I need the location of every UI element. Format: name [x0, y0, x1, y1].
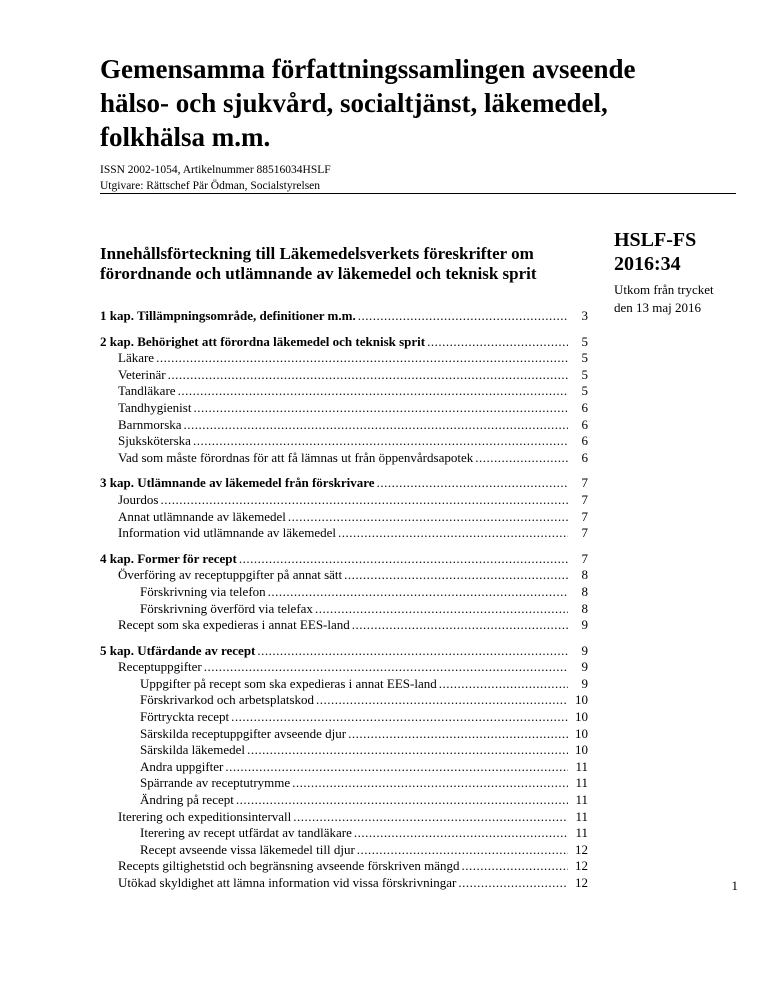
- toc-entry-page: 11: [575, 758, 588, 774]
- toc-entry-label: Överföring av receptuppgifter på annat sätt: [118, 567, 343, 583]
- toc-section-entry[interactable]: [100, 433, 588, 450]
- toc-section-entry[interactable]: [100, 509, 588, 526]
- toc-entry-page: 7: [581, 475, 588, 491]
- toc-entry-page: 11: [575, 808, 588, 824]
- toc-leader-dots: [239, 551, 568, 568]
- toc-section-entry[interactable]: [100, 759, 588, 776]
- toc-section-entry[interactable]: [100, 809, 588, 826]
- toc-section-entry[interactable]: [100, 601, 588, 618]
- statute-sidebar: [614, 228, 736, 317]
- toc-section-entry[interactable]: [100, 617, 588, 634]
- publication-line-1: Utkom från trycket: [614, 282, 714, 297]
- table-of-contents: [100, 308, 588, 901]
- toc-section-entry[interactable]: [100, 709, 588, 726]
- toc-leader-dots: [427, 334, 568, 351]
- toc-section-entry[interactable]: [100, 858, 588, 875]
- statute-code: [614, 228, 736, 276]
- toc-section-entry[interactable]: [100, 584, 588, 601]
- toc-entry-label: Jourdos: [118, 491, 159, 507]
- toc-leader-dots: [357, 842, 568, 859]
- toc-entry-label: Annat utlämnande av läkemedel: [118, 508, 286, 524]
- toc-entry-page: 6: [581, 399, 588, 415]
- toc-leader-dots: [377, 475, 568, 492]
- toc-section-entry[interactable]: [100, 775, 588, 792]
- toc-section-entry[interactable]: [100, 383, 588, 400]
- toc-section-entry[interactable]: [100, 742, 588, 759]
- toc-entry-page: 7: [581, 525, 588, 541]
- toc-entry-page: 12: [575, 841, 588, 857]
- toc-entry-page: 10: [575, 692, 588, 708]
- toc-entry-page: 8: [581, 567, 588, 583]
- toc-leader-dots: [231, 709, 568, 726]
- toc-entry-label: 3 kap. Utlämnande av läkemedel från förskrivare: [100, 475, 375, 491]
- toc-entry-page: 3: [581, 308, 588, 323]
- toc-chapter-entry[interactable]: [100, 643, 588, 660]
- toc-entry-page: 12: [575, 858, 588, 874]
- toc-chapter-entry[interactable]: [100, 475, 588, 492]
- toc-leader-dots: [316, 692, 568, 709]
- toc-entry-page: 11: [575, 775, 588, 791]
- toc-entry-label: Ändring på recept: [140, 792, 234, 808]
- toc-chapter-group: [100, 551, 588, 634]
- toc-section-entry[interactable]: [100, 367, 588, 384]
- toc-entry-label: Förskrivning överförd via telefax: [140, 600, 313, 616]
- toc-entry-page: 11: [575, 792, 588, 808]
- toc-section-entry[interactable]: [100, 417, 588, 434]
- toc-leader-dots: [268, 584, 568, 601]
- page-number: 1: [731, 878, 738, 893]
- publication-date: [614, 281, 736, 317]
- toc-entry-label: Information vid utlämnande av läkemedel: [118, 525, 337, 541]
- toc-entry-page: 11: [575, 825, 588, 841]
- toc-entry-label: Receptuppgifter: [118, 659, 202, 675]
- toc-section-entry[interactable]: [100, 450, 588, 467]
- toc-entry-page: 9: [581, 642, 588, 658]
- toc-entry-label: Iterering och expeditionsintervall: [118, 808, 292, 824]
- toc-entry-label: 5 kap. Utfärdande av recept: [100, 642, 256, 658]
- toc-entry-label: Barnmorska: [118, 416, 182, 432]
- toc-section-entry[interactable]: [100, 792, 588, 809]
- toc-entry-label: Tandhygienist: [118, 399, 192, 415]
- toc-entry-page: 9: [581, 659, 588, 675]
- toc-entry-label: Uppgifter på recept som ska expedieras i annat EES-land: [140, 675, 437, 691]
- toc-entry-label: Utökad skyldighet att lämna information vid vissa förskrivningar: [118, 875, 457, 890]
- toc-entry-label: 2 kap. Behörighet att förordna läkemedel och teknisk sprit: [100, 333, 426, 349]
- toc-leader-dots: [156, 350, 568, 367]
- toc-leader-dots: [354, 825, 568, 842]
- toc-entry-page: 8: [581, 583, 588, 599]
- toc-entry-page: 5: [581, 350, 588, 366]
- toc-entry-page: 8: [581, 600, 588, 616]
- toc-section-entry[interactable]: [100, 659, 588, 676]
- toc-entry-label: Sjuksköterska: [118, 433, 191, 449]
- toc-section-entry[interactable]: [100, 726, 588, 743]
- toc-chapter-group: [100, 308, 588, 325]
- toc-chapter-entry[interactable]: [100, 551, 588, 568]
- document-title: Gemensamma författningssamlingen avseende hälso- och sjukvård, socialtjänst, läkemedel, folkhälsa m.m.: [100, 54, 636, 152]
- toc-leader-dots: [439, 676, 568, 693]
- toc-section-entry[interactable]: [100, 567, 588, 584]
- toc-leader-dots: [338, 525, 568, 542]
- toc-leader-dots: [293, 809, 568, 826]
- issn-line: ISSN 2002-1054, Artikelnummer 88516034HSLF: [100, 164, 331, 176]
- toc-entry-page: 6: [581, 449, 588, 465]
- toc-leader-dots: [184, 417, 568, 434]
- toc-leader-dots: [475, 450, 568, 467]
- toc-entry-page: 7: [581, 550, 588, 566]
- publisher-line: Utgivare: Rättschef Pär Ödman, Socialstyrelsen: [100, 180, 321, 192]
- toc-section-entry[interactable]: [100, 825, 588, 842]
- toc-section-entry[interactable]: [100, 350, 588, 367]
- publication-line-2: den 13 maj 2016: [614, 300, 702, 315]
- toc-entry-page: 6: [581, 433, 588, 449]
- toc-entry-page: 5: [581, 333, 588, 349]
- toc-entry-page: 9: [581, 675, 588, 691]
- toc-leader-dots: [257, 643, 568, 660]
- toc-entry-page: 10: [575, 725, 588, 741]
- toc-entry-label: 4 kap. Former för recept: [100, 550, 237, 566]
- toc-entry-label: 1 kap. Tillämpningsområde, definitioner m.m.: [100, 308, 356, 323]
- toc-leader-dots: [344, 567, 568, 584]
- toc-leader-dots: [315, 601, 568, 618]
- toc-leader-dots: [247, 742, 568, 759]
- toc-entry-label: Förskrivarkod och arbetsplatskod: [140, 692, 315, 708]
- toc-leader-dots: [204, 659, 568, 676]
- toc-entry-label: Tandläkare: [118, 383, 176, 399]
- toc-leader-dots: [352, 617, 568, 634]
- toc-section-entry[interactable]: [100, 842, 588, 859]
- toc-section-entry[interactable]: [100, 692, 588, 709]
- toc-entry-label: Recept som ska expedieras i annat EES-land: [118, 617, 350, 633]
- toc-entry-page: 7: [581, 491, 588, 507]
- toc-entry-label: Särskilda läkemedel: [140, 742, 246, 758]
- toc-chapter-entry[interactable]: [100, 334, 588, 351]
- toc-entry-page: 5: [581, 383, 588, 399]
- toc-entry-label: Andra uppgifter: [140, 758, 224, 774]
- toc-entry-label: Spärrande av receptutrymme: [140, 775, 291, 791]
- toc-entry-page: 10: [575, 709, 588, 725]
- toc-leader-dots: [178, 383, 568, 400]
- statute-series: HSLF-FS: [614, 229, 697, 251]
- toc-entry-page: 5: [581, 366, 588, 382]
- toc-entry-label: Iterering av recept utfärdat av tandläkare: [140, 825, 352, 841]
- toc-leader-dots: [225, 759, 568, 776]
- toc-entry-label: Förskrivning via telefon: [140, 583, 266, 599]
- toc-chapter-group: [100, 643, 588, 892]
- toc-section-entry[interactable]: [100, 875, 588, 892]
- toc-entry-page: 9: [581, 617, 588, 633]
- toc-leader-dots: [292, 775, 568, 792]
- toc-entry-page: 12: [575, 875, 588, 890]
- toc-leader-dots: [236, 792, 568, 809]
- toc-entry-label: Vad som måste förordnas för att få lämnas ut från öppenvårdsapotek: [118, 449, 474, 465]
- toc-entry-label: Förtryckta recept: [140, 709, 230, 725]
- toc-entry-label: Läkare: [118, 350, 155, 366]
- toc-leader-dots: [160, 492, 568, 509]
- toc-leader-dots: [348, 726, 568, 743]
- toc-entry-label: Veterinär: [118, 366, 166, 382]
- toc-entry-label: Särskilda receptuppgifter avseende djur: [140, 725, 347, 741]
- toc-leader-dots: [193, 400, 568, 417]
- toc-leader-dots: [458, 875, 568, 892]
- toc-entry-page: 7: [581, 508, 588, 524]
- toc-leader-dots: [358, 308, 568, 325]
- toc-leader-dots: [193, 433, 568, 450]
- toc-leader-dots: [168, 367, 568, 384]
- toc-section-entry[interactable]: [100, 676, 588, 693]
- toc-entry-label: Recepts giltighetstid och begränsning avseende förskriven mängd: [118, 858, 460, 874]
- toc-entry-page: 10: [575, 742, 588, 758]
- header-divider: [100, 193, 736, 194]
- toc-section-entry[interactable]: [100, 492, 588, 509]
- toc-chapter-entry[interactable]: [100, 308, 588, 325]
- toc-section-entry[interactable]: [100, 400, 588, 417]
- toc-section-entry[interactable]: [100, 525, 588, 542]
- statute-number: 2016:34: [614, 253, 681, 275]
- toc-heading: Innehållsförteckning till Läkemedelsverkets föreskrifter om förordnande och utlämnande av läkemedel och teknisk sprit: [100, 244, 537, 283]
- toc-chapter-group: [100, 475, 588, 541]
- toc-leader-dots: [288, 509, 568, 526]
- toc-entry-page: 6: [581, 416, 588, 432]
- toc-leader-dots: [462, 858, 568, 875]
- document-meta: [100, 162, 331, 194]
- toc-chapter-group: [100, 334, 588, 467]
- toc-entry-label: Recept avseende vissa läkemedel till djur: [140, 841, 355, 857]
